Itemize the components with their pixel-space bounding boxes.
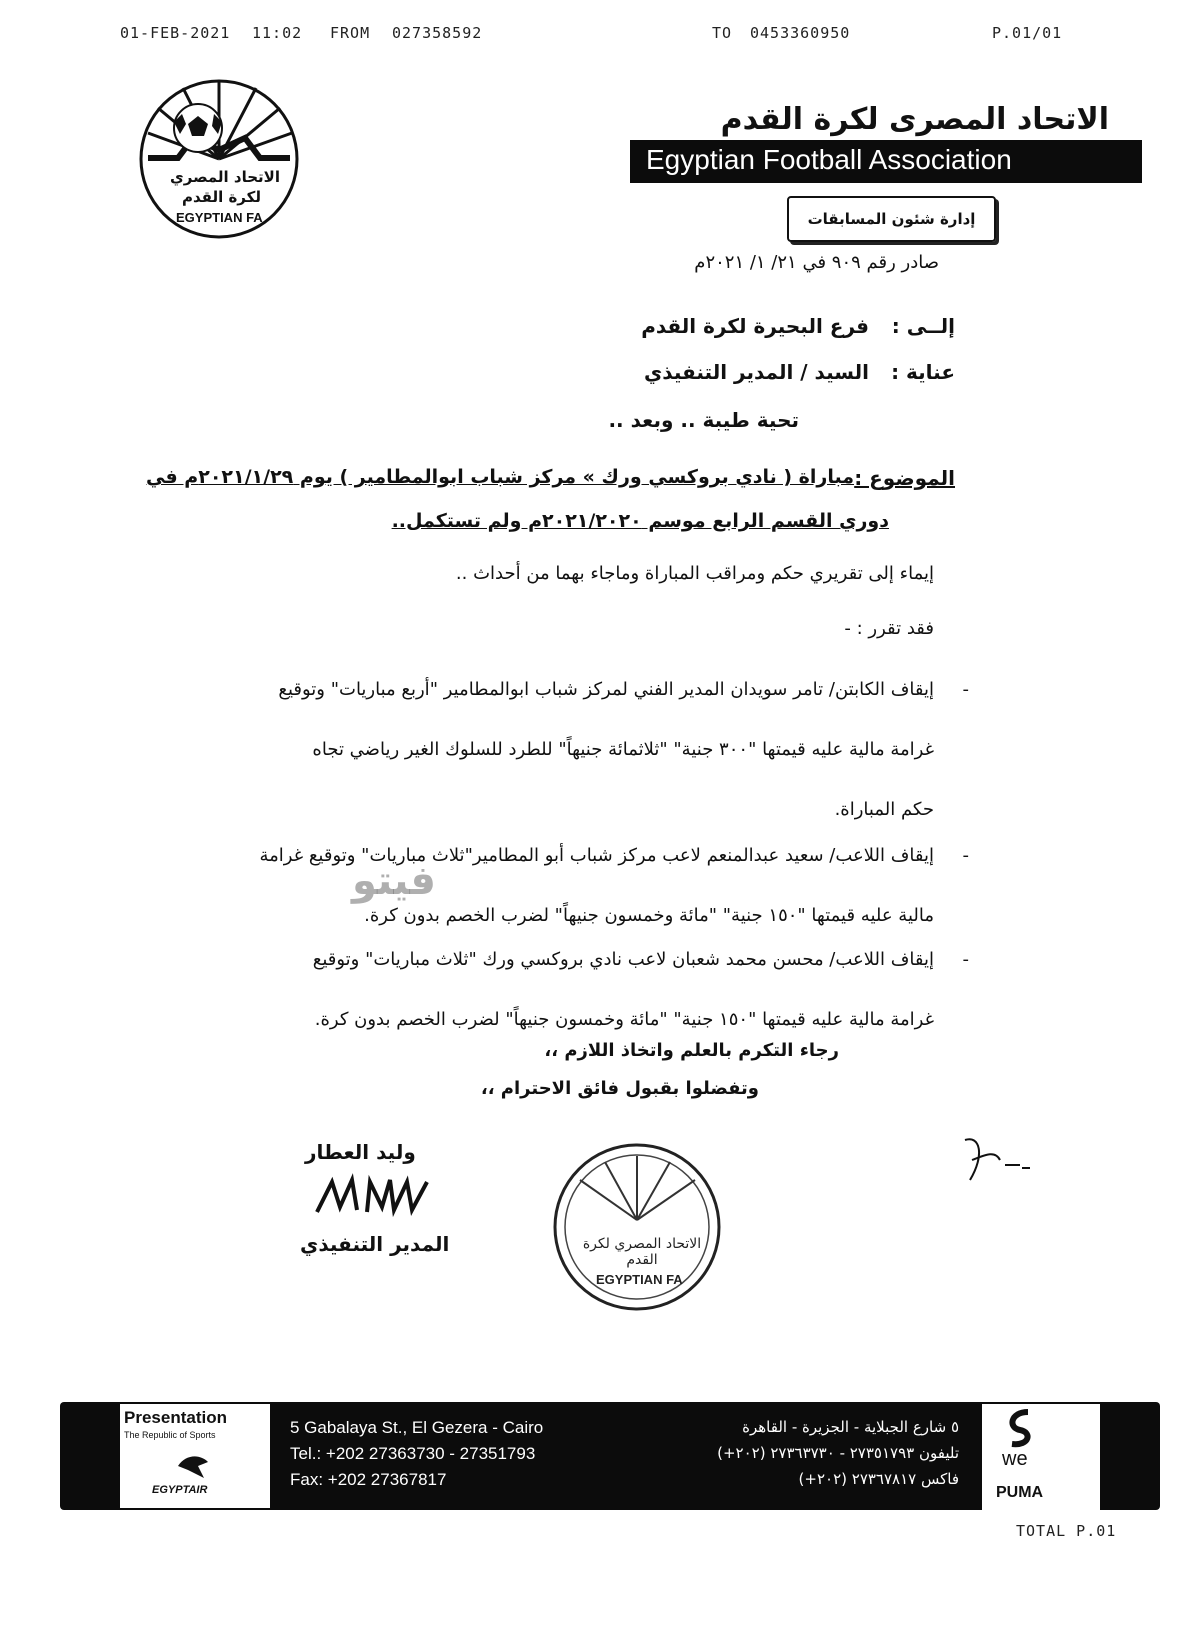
logo-text-en: EGYPTIAN FA [176, 210, 263, 225]
signature-icon [312, 1172, 432, 1222]
sponsor-egyptair: EGYPTAIR [152, 1484, 208, 1496]
initials-scribble [960, 1130, 1040, 1194]
closing-1: رجاء التكرم بالعلم واتخاذ اللازم ،، [544, 1040, 839, 1061]
signatory-name: وليد العطار [305, 1140, 416, 1164]
subject-line-1: مباراة ( نادي بروكسي ورك » مركز شباب ابوالمطامير ) يوم ٢٠٢١/١/٢٩م في [146, 466, 854, 488]
we-logo [1000, 1408, 1040, 1452]
fax-from-label: FROM [330, 24, 371, 42]
watermark: فيتو [352, 858, 436, 904]
to-value: فرع البحيرة لكرة القدم [641, 314, 869, 338]
title-ar: الاتحاد المصرى لكرة القدم [720, 102, 1109, 137]
fax-from-number: 027358592 [392, 24, 483, 42]
logo-text-ar-1: الاتحاد المصري [170, 168, 280, 186]
sponsor-we: we [1002, 1448, 1028, 1470]
reference-number: صادر رقم ٩٠٩ في ٢١/ ١/ ٢٠٢١م [694, 252, 939, 273]
footer-fax-ar: فاكس ٢٧٣٦٧٨١٧ (٢٠٢+) [798, 1470, 959, 1488]
egyptair-logo [176, 1452, 210, 1484]
we-logo-icon [1000, 1408, 1040, 1448]
stamp-text-en: EGYPTIAN FA [596, 1272, 683, 1287]
footer-address-en: 5 Gabalaya St., El Gezera - Cairo [290, 1418, 544, 1437]
decision-1: - إيقاف الكابتن/ تامر سويدان المدير الفني لمركز شباب ابوالمطامير "أربع مباريات" وتوقيع غرامة مالية عليه قيمتها "٣٠٠ جنية" "ثلاثمائة جنيهاً" للطرد للسلوك الغير رياضي تجاه حكم المباراة. [174, 660, 934, 840]
sponsor-presentation: Presentation [124, 1408, 227, 1427]
department-label: إدارة شئون المسابقات [807, 210, 976, 228]
stamp-text-ar: الاتحاد المصري لكرة القدم [582, 1236, 702, 1268]
decision-1-line-2: غرامة مالية عليه قيمتها "٣٠٠ جنية" "ثلاثمائة جنيهاً" للطرد للسلوك الغير رياضي تجاه [312, 739, 934, 760]
attn-label: عناية : [891, 360, 955, 384]
closing-2: وتفضلوا بقبول فائق الاحترام ،، [480, 1078, 759, 1099]
sponsor-puma: PUMA [996, 1484, 1044, 1501]
decision-3: - إيقاف اللاعب/ محسن محمد شعبان لاعب نادي بروكسي ورك "ثلاث مباريات" وتوقيع غرامة مالية عليه قيمتها "١٥٠ جنية" "مائة وخمسون جنيهاً" لضرب الخصم بدون كرة. [174, 930, 934, 1050]
decision-2: - إيقاف اللاعب/ سعيد عبدالمنعم لاعب مركز شباب أبو المطامير"ثلاث مباريات" وتوقيع غرامة مالية عليه قيمتها "١٥٠ جنية" "مائة وخمسون جنيهاً" لضرب الخصم بدون كرة. [174, 826, 934, 946]
attn-value: السيد / المدير التنفيذي [643, 360, 869, 384]
decision-1-line-3: حكم المباراة. [834, 799, 934, 820]
decision-2-line-1: إيقاف اللاعب/ سعيد عبدالمنعم لاعب مركز شباب أبو المطامير"ثلاث مباريات" وتوقيع غرامة [259, 845, 934, 866]
footer-tel-ar: تليفون ٢٧٣٥١٧٩٣ - ٢٧٣٦٣٧٣٠ (٢٠٢+) [717, 1444, 959, 1462]
logo-text-ar-2: لكرة القدم [182, 188, 261, 206]
fax-to-number: 0453360950 [750, 24, 851, 42]
decision-1-line-1: إيقاف الكابتن/ تامر سويدان المدير الفني لمركز شباب ابوالمطامير "أربع مباريات" وتوقيع [278, 679, 934, 700]
decision-3-line-2: غرامة مالية عليه قيمتها "١٥٠ جنية" "مائة وخمسون جنيهاً" لضرب الخصم بدون كرة. [314, 1009, 934, 1030]
fax-to-label: TO [712, 24, 733, 42]
sponsor-presentation-sub: The Republic of Sports [124, 1430, 216, 1440]
decided-label: فقد تقرر : - [844, 618, 934, 639]
footer-tel-en: Tel.: +202 27363730 - 27351793 [290, 1444, 536, 1463]
subject-line-2: دوري القسم الرابع موسم ٢٠٢١/٢٠٢٠م ولم تستكمل.. [391, 510, 889, 532]
horus-icon [176, 1452, 210, 1480]
fax-date: 01-FEB-2021 [120, 24, 231, 42]
decision-2-line-2: مالية عليه قيمتها "١٥٠ جنية" "مائة وخمسون جنيهاً" لضرب الخصم بدون كرة. [364, 905, 934, 926]
signatory-title: المدير التنفيذي [300, 1232, 450, 1256]
intro-text: إيماء إلى تقريري حكم ومراقب المباراة وماجاء بهما من أحداث .. [455, 563, 934, 584]
greeting: تحية طيبة .. وبعد .. [608, 408, 799, 432]
footer-fax-en: Fax: +202 27367817 [290, 1470, 447, 1489]
stamp-icon [550, 1140, 725, 1315]
decision-3-line-1: إيقاف اللاعب/ محسن محمد شعبان لاعب نادي بروكسي ورك "ثلاث مباريات" وتوقيع [312, 949, 934, 970]
department-box [787, 196, 996, 242]
total-pages: TOTAL P.01 [1016, 1522, 1117, 1540]
fax-time: 11:02 [252, 24, 303, 42]
fax-page: P.01/01 [992, 24, 1063, 42]
official-stamp [550, 1140, 725, 1315]
footer-address-ar: ٥ شارع الجبلاية - الجزيرة - القاهرة [742, 1418, 959, 1436]
title-en: Egyptian Football Association [646, 144, 1012, 175]
to-label: إلــى : [891, 314, 955, 338]
signature [312, 1172, 432, 1226]
subject-label: الموضوع : [854, 466, 955, 490]
initials-icon [960, 1130, 1040, 1190]
